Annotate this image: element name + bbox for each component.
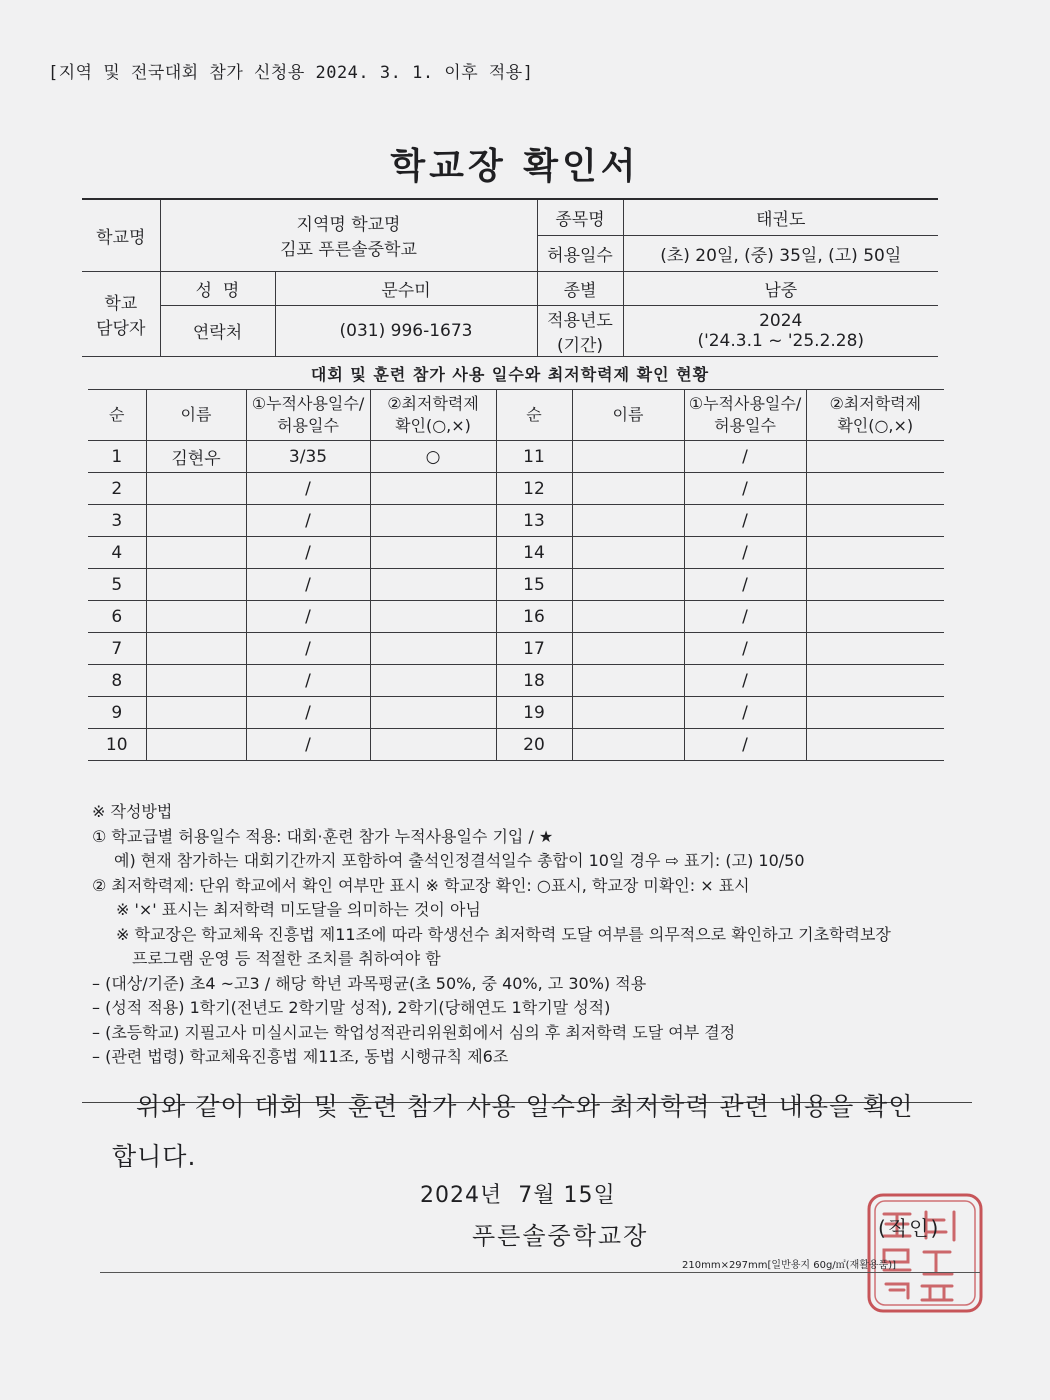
row-num: 3 [88,505,146,537]
row-check [806,601,944,633]
header-num: 순 [88,390,146,441]
official-seal-icon [864,1190,986,1316]
status-table [88,389,944,761]
row-num: 13 [496,505,572,537]
row-name [572,537,684,569]
table-row [88,569,944,601]
row-num: 19 [496,697,572,729]
table-row [88,697,944,729]
row-check [370,537,496,569]
header-min: ②최저학력제 확인(○,×) [806,390,944,441]
row-name [146,729,246,761]
note-2-b1: ※ 학교장은 학교체육 진흥법 제11조에 따라 학생선수 최저학력 도달 여부를 의무적으로 확인하고 기초학력보장 [116,924,891,944]
row-name [572,505,684,537]
note-2: ② 최저학력제: 단위 학교에서 확인 여부만 표시 ※ 학교장 확인: ○표시, 학교장 미확인: × 표시 [92,875,750,895]
row-check [370,665,496,697]
paper-spec: 210mm×297mm[일반용지 60g/㎡(재활용품)] [682,1260,897,1271]
signer: 푸른솔중학교장 [472,1222,649,1250]
row-name [572,665,684,697]
note-1: ① 학교급별 허용일수 적용: 대회·훈련 참가 누적사용일수 기입 / ★ [92,826,554,846]
row-name [572,729,684,761]
row-check: ○ [370,441,496,473]
row-check [370,633,496,665]
row-check [370,697,496,729]
detail-3: – (초등학교) 지필고사 미실시교는 학업성적관리위원회에서 심의 후 최저학력 도달 여부 결정 [92,1022,736,1042]
event-value: 태권도 [623,199,938,235]
row-num: 16 [496,601,572,633]
row-days: / [246,665,370,697]
row-check [806,665,944,697]
contact-label: 연락처 [160,305,275,356]
year-label: 적용년도 (기간) [537,305,623,356]
header-note: [지역 및 전국대회 참가 신청용 2024. 3. 1. 이후 적용] [48,63,534,83]
header-days: ①누적사용일수/ 허용일수 [246,390,370,441]
row-num: 1 [88,441,146,473]
row-num: 17 [496,633,572,665]
type-label: 종별 [537,271,623,305]
school-label: 학교명 [82,199,160,271]
row-check [806,697,944,729]
row-check [806,537,944,569]
row-name [146,473,246,505]
name-label: 성 명 [160,271,275,305]
type-value: 남중 [623,271,938,305]
row-days: / [246,601,370,633]
row-check [806,633,944,665]
row-name [146,601,246,633]
detail-2: – (성적 적용) 1학기(전년도 2학기말 성적), 2학기(당해연도 1학기말 성적) [92,998,611,1017]
row-name [146,569,246,601]
table-row [88,665,944,697]
table-row [88,473,944,505]
notes-heading: ※ 작성방법 [92,802,173,821]
table-row [88,441,944,473]
status-header-row [88,390,944,441]
row-days: / [684,473,806,505]
header-num: 순 [496,390,572,441]
row-check [370,505,496,537]
row-num: 20 [496,729,572,761]
page-title: 학교장 확인서 [390,146,640,187]
row-num: 10 [88,729,146,761]
row-num: 11 [496,441,572,473]
row-num: 6 [88,601,146,633]
row-name [572,441,684,473]
info-table [82,198,938,357]
row-days: / [246,505,370,537]
row-name [146,537,246,569]
row-name [572,569,684,601]
confirm-line-2: 합니다. [112,1142,197,1171]
row-name [146,697,246,729]
row-check [370,473,496,505]
row-name [572,697,684,729]
row-num: 4 [88,537,146,569]
row-check [806,441,944,473]
row-days: / [246,729,370,761]
row-days: / [246,537,370,569]
header-name: 이름 [572,390,684,441]
row-days: 3/35 [246,441,370,473]
detail-4: – (관련 법령) 학교체육진흥법 제11조, 동법 시행규칙 제6조 [92,1047,509,1066]
note-1-example: 예) 현재 참가하는 대회기간까지 포함하여 출석인정결석일수 총합이 10일 경우 ⇨ 표기: (고) 10/50 [114,851,805,870]
row-name [146,505,246,537]
row-check [806,505,944,537]
row-num: 12 [496,473,572,505]
row-num: 5 [88,569,146,601]
instructions [92,800,972,1070]
row-num: 7 [88,633,146,665]
table-row [88,537,944,569]
row-days: / [684,601,806,633]
row-num: 14 [496,537,572,569]
school-line2: 김포 푸른솔중학교 [280,240,417,261]
row-days: / [684,441,806,473]
row-check [806,569,944,601]
row-name [146,633,246,665]
row-days: / [246,697,370,729]
row-days: / [684,665,806,697]
row-days: / [246,633,370,665]
school-value [160,199,537,271]
table-row [88,505,944,537]
allowed-label: 허용일수 [537,235,623,271]
row-days: / [246,473,370,505]
name-value: 문수미 [275,271,537,305]
row-check [370,569,496,601]
table-row [88,729,944,761]
row-days: / [684,633,806,665]
confirmation-text [112,1082,962,1182]
row-num: 2 [88,473,146,505]
school-line1: 지역명 학교명 [296,215,401,236]
row-days: / [684,505,806,537]
row-name [572,601,684,633]
row-num: 9 [88,697,146,729]
header-days: ①누적사용일수/ 허용일수 [684,390,806,441]
row-check [806,473,944,505]
year-value: 2024 ('24.3.1 ~ '25.2.28) [623,305,938,356]
row-num: 18 [496,665,572,697]
issue-date: 2024년 7월 15일 [420,1183,616,1208]
row-check [370,601,496,633]
row-name: 김현우 [146,441,246,473]
table-row [88,601,944,633]
row-days: / [684,537,806,569]
row-days: / [684,569,806,601]
header-min: ②최저학력제 확인(○,×) [370,390,496,441]
allowed-value: (초) 20일, (중) 35일, (고) 50일 [623,235,938,271]
seal-label: (직인) [878,1216,941,1240]
header-name: 이름 [146,390,246,441]
note-2-a: ※ '×' 표시는 최저학력 미도달을 의미하는 것이 아님 [116,900,481,919]
manager-label: 학교 담당자 [82,271,160,356]
row-num: 15 [496,569,572,601]
event-label: 종목명 [537,199,623,235]
confirm-line-1: 위와 같이 대회 및 훈련 참가 사용 일수와 최저학력 관련 내용을 확인 [136,1092,914,1121]
row-name [146,665,246,697]
row-check [370,729,496,761]
row-name [572,473,684,505]
note-2-b2: 프로그램 운영 등 적절한 조치를 취하여야 함 [132,949,441,968]
row-days: / [684,729,806,761]
bottom-line [100,1272,980,1273]
row-check [806,729,944,761]
row-days: / [684,697,806,729]
row-num: 8 [88,665,146,697]
table-row [88,633,944,665]
row-days: / [246,569,370,601]
section-title: 대회 및 훈련 참가 사용 일수와 최저학력제 확인 현황 [310,365,710,384]
row-name [572,633,684,665]
detail-1: – (대상/기준) 초4 ~고3 / 해당 학년 과목평균(초 50%, 중 40%, 고 30%) 적용 [92,973,647,993]
contact-value: (031) 996-1673 [275,305,537,356]
